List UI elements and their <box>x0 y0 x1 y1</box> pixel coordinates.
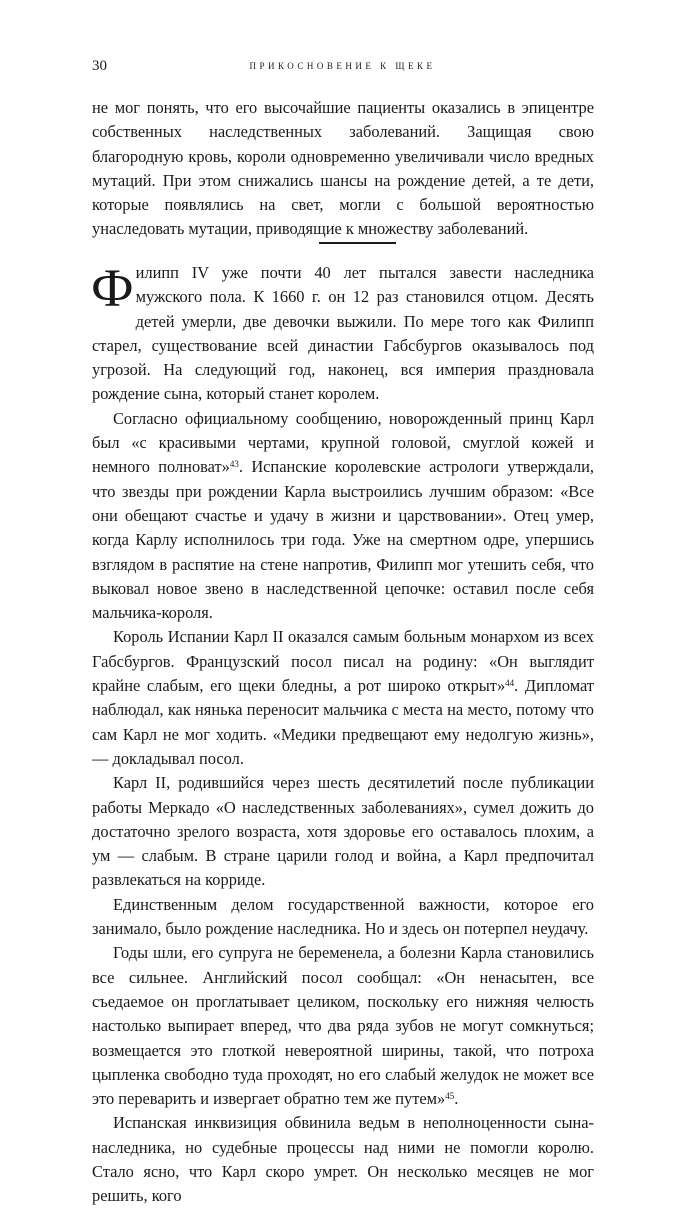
drop-cap: Ф <box>91 258 134 318</box>
paragraph-text: . <box>454 1089 459 1109</box>
paragraph-text: Согласно официальному сообщению, новорожденный принц Карл был «с красивыми чертами, крупной головой, смуглой кожей и немного полноват» <box>92 408 594 477</box>
paragraph-text: Король Испании Карл II оказался самым больным монархом из всех Габсбургов. Французский посол писал на родину: «Он выглядит крайне слабым, его щеки бледны, а рот широко открыт» <box>92 627 594 696</box>
paragraph <box>92 625 594 771</box>
footnote-ref: 45 <box>445 1091 455 1102</box>
paragraph <box>92 407 594 626</box>
page-number: 30 <box>92 58 107 74</box>
paragraph <box>92 941 594 1111</box>
paragraph-text: илипп IV уже почти 40 лет пытался завести наследника мужского пола. К 1660 г. он 12 раз становился отцом. Десять детей умерли, две девочки выжили. По мере того как Филипп старел, существование всей династии Габсбургов оказывалось под угрозой. На следующий год, наконец, вся империя праздновала рождение сына, который станет королем. <box>92 263 594 404</box>
paragraph-text: . Дипломат наблюдал, как нянька переносит мальчика с места на место, потому что сам Карл не мог ходить. «Медики предвещают ему недолгую жизнь», — докладывал посол. <box>92 676 594 768</box>
running-title: ПРИКОСНОВЕНИЕ К ЩЕКЕ <box>249 61 436 71</box>
paragraph: Единственным делом государственной важности, которое его занимало, было рождение наследника. Но и здесь он потерпел неудачу. <box>92 894 594 939</box>
section-divider <box>319 242 396 244</box>
footnote-ref: 43 <box>229 459 239 470</box>
paragraph-text: . Испанские королевские астрологи утверждали, что звезды при рождении Карла выстроились лучшим образом: «Все они обещают счастье и удачу в жизни и царствовании». Отец умер, когда Карлу исполнилось три года. Уже на смертном одре, упершись взглядом в распятие на стене напротив, Филипп мог утешить себя, что выковал новое звено в наследственной цепочке: оставил после себя мальчика-короля. <box>92 457 594 623</box>
paragraph <box>91 258 594 407</box>
page-header <box>92 58 593 78</box>
continuation-text <box>92 96 594 242</box>
paragraph: Карл II, родившийся через шесть десятилетий после публикации работы Меркадо «О наследственных заболеваниях», сумел дожить до достаточно зрелого возраста, хотя здоровье его оставалось плохим, а ум — слабым. В стране царили голод и война, а Карл предпочитал развлекаться на корриде. <box>92 773 594 890</box>
paragraph-text: Годы шли, его супруга не беременела, а болезни Карла становились все сильнее. Английский посол сообщал: «Он ненасытен, все съедаемое он проглатывает целиком, поскольку его нижняя челюсть настолько выпирает вперед, что два ряда зубов не могут сомкнуться; возмещается это глоткой невероятной ширины, такой, что потроха цыпленка свободно туда проходят, но его слабый желудок не может все это переварить и извергает обратно тем же путем» <box>92 943 594 1109</box>
footnote-ref: 44 <box>505 678 515 689</box>
paragraph: Испанская инквизиция обвинила ведьм в неполноценности сына-наследника, но судебные процессы над ними не помогли королю. Стало ясно, что Карл скоро умрет. Он несколько месяцев не мог решить, кого <box>92 1113 594 1206</box>
paragraph: не мог понять, что его высочайшие пациенты оказались в эпицентре собственных наследственных заболеваний. Защищая свою благородную кровь, короли одновременно увеличивали число вредных мутаций. При этом снижались шансы на рождение детей, а те дети, которые появлялись на свет, могли с большой вероятностью унаследовать мутации, приводящие к множеству заболеваний. <box>92 98 594 239</box>
section-text <box>91 258 594 1209</box>
